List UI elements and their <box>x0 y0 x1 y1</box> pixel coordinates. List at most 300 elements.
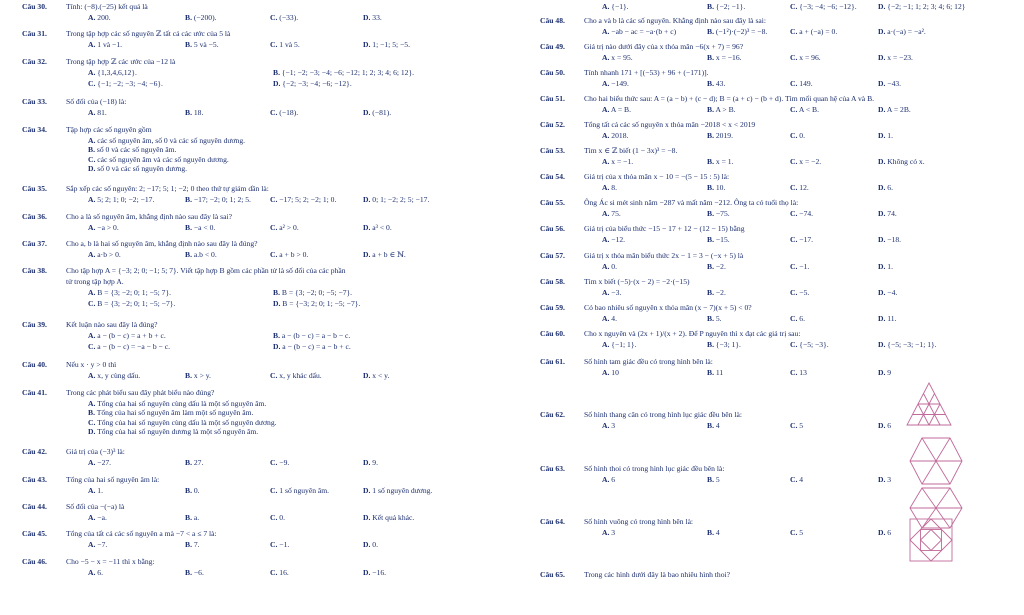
answer-option[interactable] <box>273 289 352 297</box>
answer-option-value: −27. <box>97 458 112 468</box>
answer-option-value: 18. <box>193 108 204 118</box>
answer-option[interactable] <box>88 289 171 297</box>
answer-option[interactable] <box>273 343 351 351</box>
answer-option-value: số 0 và các số nguyên âm. <box>96 145 177 154</box>
question-number: Câu 38. <box>22 266 47 276</box>
answer-option-value: a.b < 0. <box>193 249 217 259</box>
answer-option-label: B. <box>707 52 714 62</box>
answer-option[interactable] <box>88 137 245 145</box>
answer-option-label: D. <box>878 339 886 349</box>
question-text: Tổng tất cả các số nguyên x thỏa mãn −2018 < x < 2019 <box>584 120 756 129</box>
answer-option[interactable] <box>88 80 163 88</box>
answer-option-label: A. <box>602 528 610 538</box>
answer-option-label: C. <box>790 104 798 114</box>
answer-option[interactable] <box>602 529 615 537</box>
answer-option[interactable] <box>88 224 119 232</box>
answer-option[interactable] <box>878 54 913 62</box>
answer-option-value: 5 <box>799 528 804 538</box>
answer-option-value: x = −1. <box>611 157 634 167</box>
answer-option[interactable] <box>707 476 720 484</box>
answer-option-value: a + (−a) = 0. <box>799 26 838 36</box>
answer-option[interactable] <box>88 459 111 467</box>
answer-option-label: A. <box>602 287 610 297</box>
answer-option-value: 7. <box>193 540 200 550</box>
answer-option[interactable] <box>707 54 742 62</box>
answer-option-value: (−33). <box>279 13 299 22</box>
answer-option[interactable] <box>790 80 813 88</box>
answer-option-label: C. <box>88 154 96 164</box>
answer-option[interactable] <box>270 196 336 204</box>
answer-option-label: D. <box>363 567 371 577</box>
answer-option-label: D. <box>878 528 886 538</box>
question-number: Câu 55. <box>540 198 565 208</box>
answer-option-value: 1 và 5. <box>279 40 300 50</box>
answer-option[interactable] <box>790 529 803 537</box>
answer-option-label: D. <box>878 26 886 36</box>
answer-option-value: 10 <box>611 368 619 378</box>
answer-option-value: (−18). <box>279 108 299 118</box>
answer-option[interactable] <box>878 236 901 244</box>
answer-option-value: −2. <box>715 287 726 297</box>
answer-option[interactable] <box>602 369 619 377</box>
answer-option-label: C. <box>790 528 798 538</box>
question-number: Câu 41. <box>22 387 47 397</box>
answer-option[interactable] <box>878 184 893 192</box>
answer-option[interactable] <box>790 158 821 166</box>
answer-option-label: B. <box>707 78 714 88</box>
question-number: Câu 31. <box>22 29 47 39</box>
answer-option-label: A. <box>88 567 96 577</box>
answer-option[interactable] <box>878 315 897 323</box>
answer-option[interactable] <box>790 263 809 271</box>
answer-option-value: 0; 1; −2; 2; 5; −17. <box>372 195 430 205</box>
answer-option-label: A. <box>602 313 610 323</box>
answer-option[interactable] <box>602 28 676 36</box>
question-number: Câu 49. <box>540 41 565 51</box>
answer-option[interactable] <box>707 236 730 244</box>
answer-option-label: D. <box>363 458 371 468</box>
answer-option-label: B. <box>185 567 192 577</box>
answer-option-label: C. <box>270 40 278 50</box>
answer-option-value: a − (b − c) = −a − b − c. <box>97 341 171 351</box>
answer-option-label: D. <box>878 2 886 11</box>
answer-option[interactable] <box>602 210 621 218</box>
answer-option[interactable] <box>270 541 289 549</box>
answer-option[interactable] <box>185 514 199 522</box>
answer-option-value: 6 <box>887 421 892 431</box>
question-text: Số đối của −(−a) là <box>66 502 125 511</box>
answer-option-value: a. <box>193 513 200 522</box>
answer-option[interactable] <box>88 541 107 549</box>
answer-option[interactable] <box>270 569 289 577</box>
answer-option-value: −16. <box>372 567 387 577</box>
answer-option-label: D. <box>273 299 281 309</box>
answer-option[interactable] <box>602 184 617 192</box>
answer-option-label: C. <box>790 287 798 297</box>
answer-option[interactable] <box>602 80 629 88</box>
answer-option-value: các số nguyên âm và các số nguyên dương. <box>97 154 229 164</box>
answer-option-value: 0. <box>799 131 805 140</box>
answer-option[interactable] <box>185 109 203 117</box>
answer-option[interactable] <box>790 369 807 377</box>
answer-option-value: −18. <box>887 235 902 245</box>
answer-option-value: A > B. <box>715 104 736 114</box>
answer-option-label: A. <box>88 485 96 495</box>
answer-option[interactable] <box>602 106 631 114</box>
answer-option-value: x, y cùng dấu. <box>97 371 141 381</box>
answer-option[interactable] <box>878 132 893 140</box>
figure-line <box>921 530 942 551</box>
answer-option-value: A < B. <box>798 104 819 114</box>
question-text: Cho a là số nguyên âm, khẳng định nào sau đây là sai? <box>66 211 232 221</box>
answer-option[interactable] <box>878 80 901 88</box>
answer-option-label: C. <box>790 157 798 167</box>
question-text: Giá trị của x thỏa mãn x − 10 = −(5 − 15 : 5) là: <box>584 172 730 182</box>
answer-option[interactable] <box>602 341 636 349</box>
answer-option[interactable] <box>707 263 726 271</box>
answer-option[interactable] <box>707 184 725 192</box>
question-number: Câu 34. <box>22 124 47 134</box>
question-text: Trong các hình dưới đây là bao nhiêu hình thoi? <box>584 570 730 580</box>
answer-option[interactable] <box>270 224 299 232</box>
answer-option[interactable] <box>707 315 722 323</box>
answer-option[interactable] <box>602 422 615 430</box>
answer-option[interactable] <box>363 459 378 467</box>
answer-option[interactable] <box>790 184 809 192</box>
answer-option-value: 5. <box>715 313 722 323</box>
answer-option-label: B. <box>707 2 714 11</box>
question-number: Câu 62. <box>540 410 565 420</box>
nested-squares-figure <box>908 517 954 563</box>
answer-option-label: B. <box>707 157 714 167</box>
answer-option-label: D. <box>88 427 96 437</box>
answer-option-label: B. <box>707 183 714 193</box>
answer-option-label: C. <box>270 371 278 381</box>
answer-option[interactable] <box>602 54 633 62</box>
answer-option[interactable] <box>363 251 406 259</box>
answer-option[interactable] <box>270 41 300 49</box>
answer-option[interactable] <box>790 476 803 484</box>
answer-option-value: a − (b − c) = a − b + c. <box>282 341 351 351</box>
answer-option-label: B. <box>185 513 192 522</box>
answer-option[interactable] <box>790 132 805 140</box>
answer-option[interactable] <box>88 146 176 154</box>
answer-option[interactable] <box>363 109 391 117</box>
answer-option-value: 4 <box>715 528 720 538</box>
question-number: Câu 45. <box>22 529 47 539</box>
answer-option[interactable] <box>602 236 625 244</box>
answer-option[interactable] <box>790 28 837 36</box>
answer-option[interactable] <box>270 109 298 117</box>
answer-option[interactable] <box>88 332 166 340</box>
answer-option[interactable] <box>363 372 389 380</box>
answer-option[interactable] <box>602 315 617 323</box>
answer-option-value: −7. <box>97 540 108 550</box>
answer-option[interactable] <box>88 372 140 380</box>
answer-option[interactable] <box>707 210 730 218</box>
answer-option[interactable] <box>88 165 187 173</box>
answer-option[interactable] <box>707 132 733 140</box>
answer-option-value: 0. <box>193 485 200 495</box>
answer-option-value: 1 số nguyên dương. <box>372 485 433 495</box>
answer-option[interactable] <box>878 158 925 166</box>
answer-option[interactable] <box>363 14 382 22</box>
answer-option[interactable] <box>88 69 137 77</box>
answer-option[interactable] <box>88 300 175 308</box>
answer-option-value: −43. <box>887 78 902 88</box>
answer-option-label: C. <box>790 78 798 88</box>
answer-option-label: B. <box>185 195 192 205</box>
answer-option-label: B. <box>707 26 714 36</box>
answer-option[interactable] <box>88 428 258 436</box>
answer-option-value: 11 <box>715 368 724 378</box>
answer-option[interactable] <box>707 369 723 377</box>
answer-option-label: D. <box>878 421 886 431</box>
answer-option[interactable] <box>88 196 154 204</box>
answer-option-label: C. <box>270 222 278 232</box>
question-text: Sắp xếp các số nguyên: 2; −17; 5; 1; −2; 0 theo thứ tự giảm dần là: <box>66 184 269 194</box>
answer-option-label: D. <box>878 52 886 62</box>
answer-option-label: D. <box>878 209 886 219</box>
answer-option[interactable] <box>602 289 621 297</box>
answer-option[interactable] <box>602 3 629 11</box>
answer-option-label: C. <box>270 485 278 495</box>
answer-option-label: C. <box>270 249 278 259</box>
answer-option[interactable] <box>185 459 203 467</box>
answer-option-label: A. <box>88 13 96 22</box>
answer-option-value: −5. <box>799 287 810 297</box>
answer-option-value: −a. <box>97 513 107 522</box>
question-text: Có bao nhiêu số nguyên x thỏa mãn (x − 7)(x + 5) < 0? <box>584 302 752 312</box>
answer-option-label: A. <box>88 540 96 550</box>
answer-option[interactable] <box>88 569 103 577</box>
answer-option[interactable] <box>602 158 633 166</box>
answer-option-value: 2019. <box>715 131 733 140</box>
answer-option[interactable] <box>273 300 360 308</box>
answer-option[interactable] <box>707 80 725 88</box>
answer-option-value: {−3; 1}. <box>715 339 741 349</box>
question-number: Câu 39. <box>22 319 47 329</box>
answer-option[interactable] <box>602 132 628 140</box>
question-number: Câu 33. <box>22 97 47 107</box>
answer-option[interactable] <box>878 289 897 297</box>
answer-option-value: 0. <box>611 261 617 271</box>
question-text: Tập hợp các số nguyên gồm <box>66 124 152 134</box>
answer-option[interactable] <box>878 369 891 377</box>
answer-option-label: C. <box>270 108 278 118</box>
answer-option[interactable] <box>273 80 352 88</box>
answer-option-value: số 0 và các số nguyên dương. <box>97 164 188 173</box>
answer-option[interactable] <box>88 487 103 495</box>
answer-option[interactable] <box>602 263 617 271</box>
answer-option[interactable] <box>270 372 322 380</box>
answer-option[interactable] <box>88 14 111 22</box>
answer-option[interactable] <box>185 372 211 380</box>
answer-option[interactable] <box>878 476 891 484</box>
answer-option[interactable] <box>790 3 857 11</box>
answer-option-label: D. <box>878 157 886 167</box>
answer-option[interactable] <box>270 14 298 22</box>
answer-option[interactable] <box>790 422 803 430</box>
answer-option[interactable] <box>363 224 392 232</box>
answer-option-value: A = 2B. <box>886 104 911 114</box>
answer-option[interactable] <box>88 41 122 49</box>
question-number: Câu 53. <box>540 146 565 156</box>
answer-option-label: A. <box>602 52 610 62</box>
answer-option-value: 11. <box>887 313 897 323</box>
answer-option-label: B. <box>707 528 714 538</box>
answer-option[interactable] <box>790 236 813 244</box>
question-text: Tổng của hai số nguyên âm là: <box>66 474 160 484</box>
answer-option[interactable] <box>878 422 891 430</box>
answer-option[interactable] <box>270 514 285 522</box>
answer-option-value: 1. <box>887 261 893 271</box>
answer-option[interactable] <box>363 487 432 495</box>
answer-option-label: A. <box>602 183 610 193</box>
answer-option-label: A. <box>88 288 96 298</box>
answer-option-value: {−1}. <box>611 2 629 11</box>
answer-option-label: B. <box>707 261 714 271</box>
answer-option[interactable] <box>88 514 107 522</box>
answer-option[interactable] <box>878 106 911 114</box>
answer-option[interactable] <box>878 3 965 11</box>
answer-option[interactable] <box>707 341 741 349</box>
answer-option-label: A. <box>602 474 610 484</box>
question-number: Câu 56. <box>540 224 565 234</box>
answer-option-value: 16. <box>279 567 289 577</box>
answer-option[interactable] <box>185 224 215 232</box>
answer-option[interactable] <box>363 514 414 522</box>
answer-option-value: (−200). <box>193 13 217 22</box>
answer-option[interactable] <box>270 459 289 467</box>
answer-option-value: −1. <box>279 540 290 550</box>
answer-option-label: C. <box>270 458 278 468</box>
answer-option[interactable] <box>878 210 897 218</box>
answer-option[interactable] <box>878 263 893 271</box>
answer-option-value: a − (b − c) = a − b − c. <box>281 330 351 340</box>
answer-option[interactable] <box>878 28 926 36</box>
question-number: Câu 30. <box>22 2 47 11</box>
answer-option[interactable] <box>363 569 386 577</box>
answer-option-label: C. <box>88 78 96 88</box>
answer-option-value: −17; 5; 2; −2; 1; 0. <box>279 195 337 205</box>
answer-option[interactable] <box>707 28 767 36</box>
answer-option[interactable] <box>790 210 813 218</box>
answer-option-label: A. <box>88 398 96 408</box>
answer-option[interactable] <box>185 487 200 495</box>
question-text: Cho −5 − x = −11 thì x bằng: <box>66 556 155 566</box>
answer-option[interactable] <box>185 41 219 49</box>
answer-option[interactable] <box>790 289 809 297</box>
answer-option-label: D. <box>273 78 281 88</box>
answer-option[interactable] <box>790 315 805 323</box>
question-text: Cho hai biểu thức sau: A = (a − b) + (c − d); B = (a + c) − (b + d). Tìm mối quan hệ của A và B. <box>584 93 875 103</box>
answer-option[interactable] <box>88 109 107 117</box>
answer-option[interactable] <box>185 251 217 259</box>
answer-option-value: −75. <box>715 209 730 219</box>
question-number: Câu 59. <box>540 302 565 312</box>
answer-option[interactable] <box>790 106 819 114</box>
answer-option-label: C. <box>270 567 278 577</box>
answer-option[interactable] <box>88 409 253 417</box>
answer-option-value: {−2; −1; 1; 2; 3; 4; 6; 12} <box>887 2 966 11</box>
answer-option[interactable] <box>790 54 821 62</box>
answer-option[interactable] <box>707 529 720 537</box>
answer-option[interactable] <box>363 541 378 549</box>
answer-option[interactable] <box>878 529 891 537</box>
question-number: Câu 63. <box>540 463 565 473</box>
answer-option-value: x < y. <box>372 371 390 381</box>
answer-option-value: 5 và −5. <box>193 40 219 50</box>
answer-option-label: B. <box>185 485 192 495</box>
answer-option-label: C. <box>790 183 798 193</box>
question-number: Câu 50. <box>540 67 565 77</box>
answer-option[interactable] <box>602 476 615 484</box>
answer-option[interactable] <box>88 419 277 427</box>
answer-option[interactable] <box>363 41 410 49</box>
answer-option-value: a·b > 0. <box>97 249 121 259</box>
answer-option[interactable] <box>270 251 308 259</box>
question-text: Cho a, b là hai số nguyên âm, khẳng định nào sau đây là đúng? <box>66 238 258 248</box>
answer-option[interactable] <box>88 156 229 164</box>
answer-option-label: C. <box>790 313 798 323</box>
answer-option[interactable] <box>88 400 266 408</box>
answer-option[interactable] <box>88 251 121 259</box>
answer-option-label: A. <box>88 222 96 232</box>
answer-option[interactable] <box>707 3 745 11</box>
answer-option[interactable] <box>185 569 204 577</box>
answer-option-label: A. <box>88 371 96 381</box>
answer-option-value: x > y. <box>193 371 211 381</box>
answer-option-label: A. <box>88 40 96 50</box>
answer-option[interactable] <box>707 106 736 114</box>
question-number: Câu 32. <box>22 56 47 66</box>
answer-option-label: B. <box>185 13 192 22</box>
answer-option-label: C. <box>790 339 798 349</box>
answer-option-value: {−2; −1}. <box>715 2 746 11</box>
question-text: Cho tập hợp A = {−3; 2; 0; −1; 5; 7}. Viết tập hợp B gồm các phần tử là số đối của các phần <box>66 266 346 276</box>
question-number: Câu 65. <box>540 570 565 580</box>
answer-option[interactable] <box>185 541 200 549</box>
answer-option[interactable] <box>363 196 429 204</box>
answer-option[interactable] <box>707 289 726 297</box>
answer-option-label: D. <box>363 13 371 22</box>
answer-option[interactable] <box>270 487 329 495</box>
answer-option[interactable] <box>878 341 937 349</box>
answer-option-label: C. <box>790 474 798 484</box>
answer-option-value: 6 <box>887 528 892 538</box>
answer-option[interactable] <box>185 14 217 22</box>
answer-option[interactable] <box>707 158 733 166</box>
answer-option[interactable] <box>273 332 350 340</box>
answer-option-label: A. <box>602 26 610 36</box>
answer-option-value: 6. <box>97 567 103 577</box>
answer-option[interactable] <box>88 343 170 351</box>
question-text: Trong tập hợp ℤ các ước của −12 là <box>66 56 176 66</box>
question-text: Tổng của tất cả các số nguyên a mà −7 < a ≤ 7 là: <box>66 529 217 539</box>
answer-option[interactable] <box>185 196 251 204</box>
answer-option-value: 1 và −1. <box>97 40 123 50</box>
answer-option[interactable] <box>707 422 720 430</box>
answer-option[interactable] <box>273 69 414 77</box>
answer-option-value: Không có x. <box>887 157 925 167</box>
answer-option-label: B. <box>185 108 192 118</box>
answer-option-label: B. <box>707 235 714 245</box>
answer-option-label: A. <box>602 261 610 271</box>
answer-option-label: D. <box>363 40 371 50</box>
answer-option[interactable] <box>790 341 829 349</box>
answer-option-label: B. <box>185 371 192 381</box>
